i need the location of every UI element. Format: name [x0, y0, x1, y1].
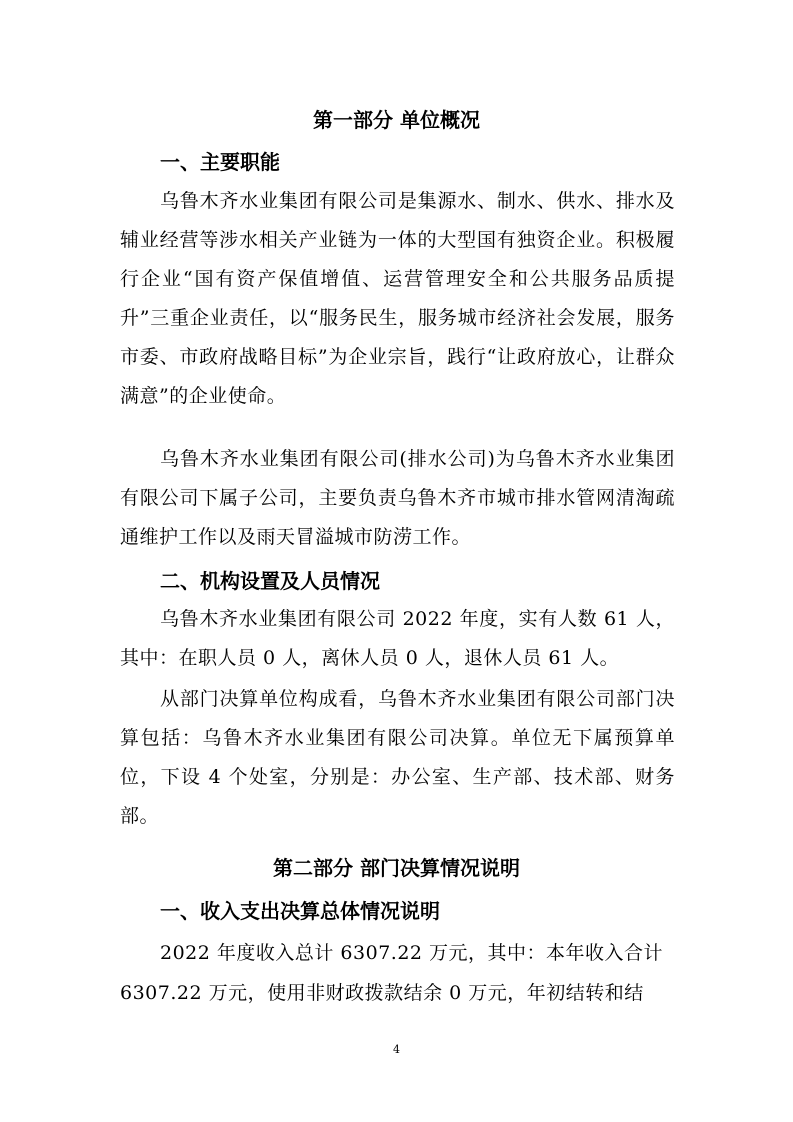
part2-title: 第二部分 部门决算情况说明	[273, 856, 520, 880]
section-heading-main-functions: 一、主要职能	[160, 150, 280, 174]
paragraph-unit-composition: 从部门决算单位构成看，乌鲁木齐水业集团有限公司部门决算包括：乌鲁木齐水业集团有限公司决算。单位无下属预算单位，下设 4 个处室，分别是：办公室、生产部、技术部、财务部。	[120, 688, 675, 827]
paragraph-income-line-1: 2022 年度收入总计 6307.22 万元，其中：本年收入合计	[160, 942, 664, 964]
part1-title: 第一部分 单位概况	[313, 108, 480, 132]
paragraph-company-overview: 乌鲁木齐水业集团有限公司是集源水、制水、供水、排水及辅业经营等涉水相关产业链为一体的大型国有独资企业。积极履行企业“国有资产保值增值、运营管理安全和公共服务品质提升”三重企业责任，以“服务民生，服务城市经济社会发展，服务市委、市政府战略目标”为企业宗旨，践行“让政府放心，让群众满意”的企业使命。	[120, 190, 675, 407]
page-number: 4	[393, 1043, 400, 1056]
paragraph-staff-count: 乌鲁木齐水业集团有限公司 2022 年度，实有人数 61 人，其中：在职人员 0 人，离休人员 0 人，退休人员 61 人。	[120, 608, 675, 669]
section-heading-organization-staff: 二、机构设置及人员情况	[160, 569, 380, 593]
paragraph-drainage-subsidiary: 乌鲁木齐水业集团有限公司(排水公司)为乌鲁木齐水业集团有限公司下属子公司，主要负责乌鲁木齐市城市排水管网清淘疏通维护工作以及雨天冒溢城市防涝工作。	[120, 448, 675, 548]
paragraph-income-line-2: 6307.22 万元，使用非财政拨款结余 0 万元，年初结转和结	[120, 982, 644, 1004]
section-heading-income-expenditure: 一、收入支出决算总体情况说明	[160, 899, 440, 923]
